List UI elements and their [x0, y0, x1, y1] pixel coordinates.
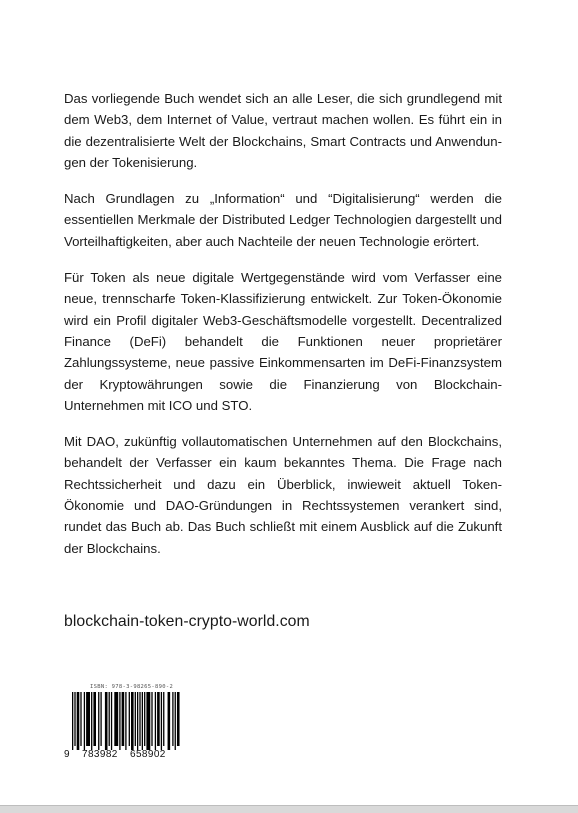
- barcode-bar: [144, 692, 145, 746]
- isbn-label: ISBN: 978-3-98265-890-2: [90, 684, 174, 690]
- barcode-bar: [109, 692, 110, 746]
- barcode-bar: [151, 692, 152, 746]
- barcode-bar: [168, 692, 171, 750]
- barcode-bar: [91, 692, 92, 750]
- barcode-bar: [98, 692, 99, 750]
- barcode-bar: [157, 692, 160, 746]
- barcode-right-group: 658902: [130, 749, 166, 760]
- blurb-paragraph: Nach Grundlagen zu „Information“ und “Digitalisierung“ werden die essentiellen Merkmale der Distributed Ledger Technologien dargestellt und Vorteilhaftigkeiten, aber auch Nachteile der neuen Technologie erörtert.: [64, 191, 502, 249]
- barcode-bars: [70, 692, 180, 750]
- barcode-bar: [163, 692, 164, 746]
- barcode-bar: [72, 692, 73, 750]
- website-url: blockchain-token-crypto-world.com: [64, 613, 310, 630]
- barcode-bar: [77, 692, 80, 750]
- barcode-bar: [155, 692, 156, 750]
- isbn-barcode: [64, 683, 184, 769]
- barcode-bar: [111, 692, 112, 750]
- barcode-bar: [105, 692, 108, 750]
- barcode-bar: [146, 692, 150, 750]
- blurb-paragraph: Mit DAO, zukünftig vollautomatischen Unternehmen auf den Blockchains, behandelt der Verfasser ein kaum bekanntes Thema. Die Frage nach Rechtssicherheit und dazu ein Überblick, inwieweit aktuell Token-Ökonomie und DAO-Gründungen in Rechtssystemen verankert sind, rundet das Buch ab. Das Buch schließt mit einem Ausblick auf die Zukunft der Blockchains.: [64, 434, 502, 556]
- barcode-bar: [161, 692, 162, 750]
- barcode-bar: [93, 692, 96, 746]
- barcode-bar: [114, 692, 118, 746]
- barcode-bar: [84, 692, 85, 750]
- barcode-bar: [177, 692, 180, 746]
- barcode-bar: [100, 692, 101, 746]
- barcode-bar: [129, 692, 130, 746]
- barcode-bar: [131, 692, 134, 750]
- blurb-paragraph: Das vorliegende Buch wendet sich an alle Leser, die sich grundlegend mit dem Web3, dem Internet of Value, vertraut machen wollen. Es führt ein in die dezentralisierte Welt der Blockchains, Smart Contracts und Anwendungen der Tokenisierung.: [64, 91, 502, 170]
- barcode-bar: [142, 692, 143, 750]
- barcode-bar: [122, 692, 125, 746]
- barcode-bar: [119, 692, 120, 750]
- barcode-bar: [172, 692, 173, 746]
- barcode-bar: [139, 692, 140, 746]
- barcode-bar: [86, 692, 90, 746]
- barcode-left-group: 783982: [82, 749, 118, 760]
- barcode-bar: [137, 692, 138, 750]
- barcode-bar: [80, 692, 81, 746]
- barcode-first-digit: 9: [64, 749, 70, 760]
- barcode-bar: [125, 692, 126, 750]
- blurb-paragraph: Für Token als neue digitale Wertgegenstände wird vom Verfasser eine neue, trennscharfe Token-Klassifizierung entwickelt. Zur Token-Ökonomie wird ein Profil digitaler Web3-Geschäftsmodelle vorgestellt. Decentralized Finance (DeFi) behandelt die Funktionen neuer proprietärer Zahlungssysteme, neue passive Einkommensarten im DeFi-Finanzsystem der Kryptowährungen sowie die Finanzierung von Blockchain-Unternehmen mit ICO und STO.: [64, 270, 502, 413]
- barcode-bar: [74, 692, 75, 746]
- blurb-text: [64, 88, 502, 574]
- barcode-bar: [135, 692, 136, 746]
- barcode-bar: [175, 692, 176, 750]
